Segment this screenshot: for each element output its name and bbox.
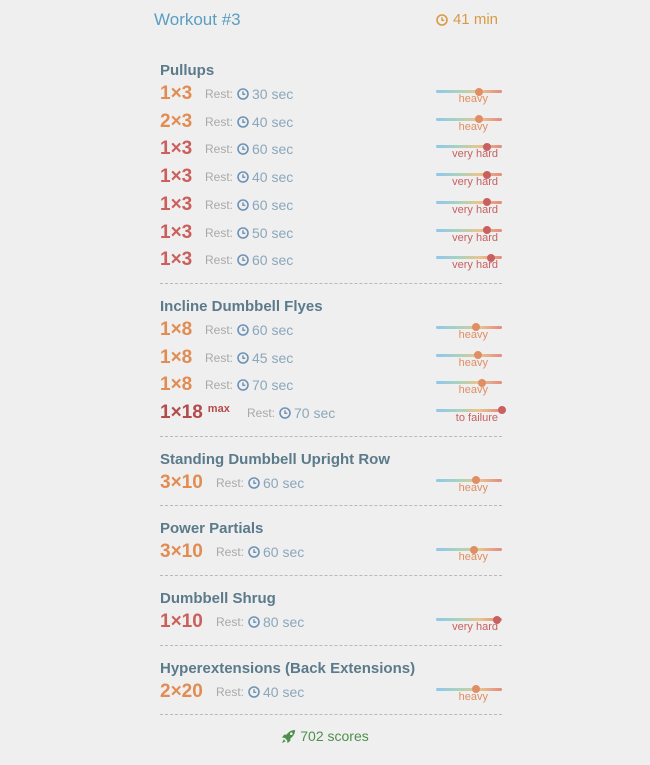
clock-icon [248,546,260,558]
reps-value: 1×18 [160,401,203,423]
rest-value: 70 sec [294,404,336,421]
scores-footer [0,728,650,747]
reps-value: 1×3 [160,193,193,215]
reps-value: 1×3 [160,249,193,271]
set-reps [160,166,192,188]
duration-value: 41 min [452,11,498,28]
rest-value: 50 sec [252,224,294,241]
workout-header [154,8,498,32]
clock-icon [248,616,260,628]
exercise-block [160,590,502,646]
intensity-label: very hard [452,176,498,189]
rest-value: 30 sec [252,86,294,102]
rest-info [247,405,335,421]
intensity-label: heavy [458,120,488,133]
set-row [160,136,502,164]
rest-info [205,252,293,268]
exercise-name[interactable]: Hyperextensions (Back Extensions) [160,659,416,677]
exercise-block [160,298,502,437]
intensity-label: heavy [458,690,488,703]
rest-info [205,322,293,338]
set-row [160,220,502,248]
rest-label: Rest: [205,253,234,268]
rest-value: 60 sec [263,474,305,491]
rest-value: 70 sec [252,377,294,394]
exercise-name[interactable]: Dumbbell Shrug [160,590,276,608]
exercise-block [160,451,502,507]
intensity-handle[interactable] [498,406,506,414]
set-row [160,400,502,428]
rest-label: Rest: [216,615,245,630]
rest-value: 60 sec [252,141,294,158]
set-reps [160,249,192,271]
clock-icon [237,143,249,155]
set-row [160,109,502,137]
scores-count[interactable]: 702 scores [300,728,369,744]
reps-value: 1×8 [160,318,193,340]
clock-icon [237,379,249,391]
rest-value: 60 sec [252,196,294,213]
rest-label: Rest: [216,684,245,699]
clock-icon [237,227,249,239]
reps-value: 1×8 [160,374,193,396]
set-reps [160,138,192,160]
exercise-name[interactable]: Power Partials [160,520,264,538]
rest-value: 45 sec [252,349,294,366]
rest-label: Rest: [205,322,234,337]
rest-value: 60 sec [263,544,305,561]
rest-info [216,544,304,560]
set-reps [160,402,230,424]
exercise-name[interactable]: Standing Dumbbell Upright Row [160,450,390,468]
rest-label: Rest: [216,475,245,490]
clock-icon [237,352,249,364]
set-row [160,609,502,637]
set-row [160,372,502,400]
reps-value: 3×10 [160,541,203,563]
clock-icon [436,14,448,26]
exercise-name[interactable]: Pullups [160,62,215,79]
clock-icon [237,88,249,100]
set-row [160,192,502,220]
intensity-label: very hard [452,148,498,161]
set-row [160,345,502,373]
rest-info [205,86,293,102]
set-reps [160,681,203,703]
intensity-label: very hard [452,259,498,272]
set-reps [160,194,192,216]
reps-value: 1×3 [160,83,193,104]
set-row [160,470,502,498]
set-reps [160,611,203,633]
rest-label: Rest: [205,87,234,101]
rest-info [205,114,293,130]
intensity-label: heavy [458,551,488,564]
rest-value: 60 sec [252,321,294,338]
reps-value: 2×20 [160,680,203,702]
set-reps [160,83,192,105]
rest-label: Rest: [205,378,234,393]
set-reps [160,111,192,133]
workout-duration [436,11,498,28]
workout-title: Workout #3 [154,10,241,29]
intensity-label: to failure [455,411,498,424]
set-reps [160,347,192,369]
set-row [160,679,502,707]
rest-info [216,475,304,491]
exercise-block [160,660,502,716]
rocket-icon [281,729,296,744]
rest-label: Rest: [216,545,245,560]
rest-value: 40 sec [263,683,305,700]
set-row [160,81,502,109]
rest-info [205,350,293,366]
reps-value: 1×8 [160,346,193,368]
rest-info [205,377,293,393]
set-reps [160,222,192,244]
intensity-label: very hard [452,203,498,216]
intensity-label: heavy [458,328,488,341]
rest-label: Rest: [205,350,234,365]
rest-label: Rest: [205,142,234,157]
rest-label: Rest: [205,114,234,129]
set-row [160,247,502,275]
set-row [160,164,502,192]
set-reps [160,541,203,563]
intensity-label: very hard [452,621,498,634]
rest-info [205,141,293,157]
reps-value: 2×3 [160,110,193,132]
rest-value: 40 sec [252,113,294,130]
set-reps [160,319,192,341]
exercise-block [160,520,502,576]
exercise-list [160,62,502,729]
rest-label: Rest: [205,170,234,185]
intensity-label: heavy [458,356,488,369]
rest-label: Rest: [205,197,234,212]
intensity-label: heavy [458,93,488,105]
reps-value: 1×10 [160,611,203,633]
intensity-label: heavy [458,384,488,397]
intensity-label: heavy [458,481,488,494]
rest-info [205,225,293,241]
max-badge: max [207,402,230,415]
rest-info [205,197,293,213]
intensity-label: very hard [452,231,498,244]
set-row [160,317,502,345]
set-reps [160,472,203,494]
clock-icon [248,477,260,489]
clock-icon [237,254,249,266]
rest-value: 60 sec [252,252,294,269]
rest-value: 80 sec [263,614,305,631]
clock-icon [237,324,249,336]
reps-value: 1×3 [160,166,193,188]
exercise-block [160,62,502,284]
rest-info [216,614,304,630]
clock-icon [237,171,249,183]
clock-icon [237,199,249,211]
set-row [160,539,502,567]
clock-icon [248,686,260,698]
rest-info [216,684,304,700]
clock-icon [237,116,249,128]
clock-icon [279,407,291,419]
reps-value: 1×3 [160,138,193,160]
rest-info [205,169,293,185]
set-reps [160,374,192,396]
reps-value: 3×10 [160,471,203,493]
exercise-name[interactable]: Incline Dumbbell Flyes [160,297,323,315]
rest-label: Rest: [247,405,276,420]
rest-label: Rest: [205,225,234,240]
reps-value: 1×3 [160,221,193,243]
rest-value: 40 sec [252,169,294,186]
